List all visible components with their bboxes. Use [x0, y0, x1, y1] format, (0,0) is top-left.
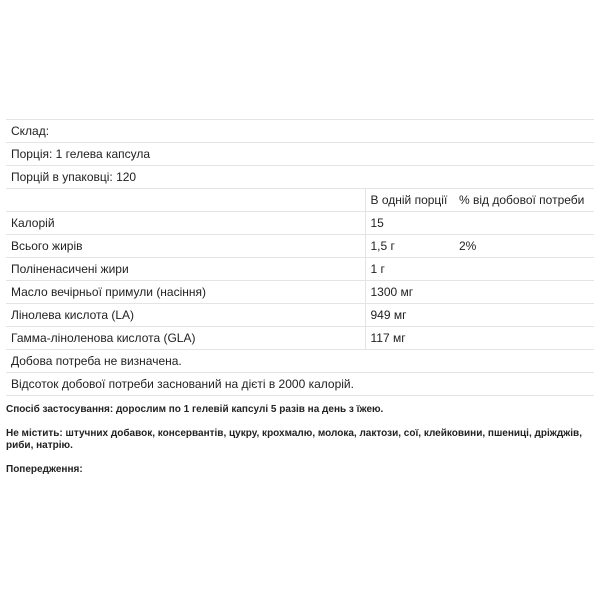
nutrient-amount: 117 мг [365, 327, 454, 350]
nutrient-amount: 15 [365, 212, 454, 235]
table-row [6, 304, 594, 327]
free-of-list: Не містить: штучних добавок, консервантів, цукру, крохмалю, молока, лактози, сої, клейковини, пшениці, дріжджів, риби, натрію. [6, 428, 582, 451]
nutrient-name: Калорій [6, 212, 365, 235]
table-row [6, 235, 594, 258]
daily-value-basis-note: Відсоток добової потреби заснований на дієті в 2000 калорій. [6, 373, 594, 396]
nutrient-amount: 1300 мг [365, 281, 454, 304]
composition-row [6, 120, 594, 143]
nutrient-daily-value [454, 304, 594, 327]
nutrient-daily-value [454, 258, 594, 281]
nutrient-name: Гамма-ліноленова кислота (GLA) [6, 327, 365, 350]
composition-label: Склад: [6, 120, 594, 143]
column-header-daily-value: % від добової потреби [454, 189, 594, 212]
daily-value-not-established-note: Добова потреба не визначена. [6, 350, 594, 373]
nutrient-amount: 949 мг [365, 304, 454, 327]
table-row [6, 258, 594, 281]
usage-instructions: Спосіб застосування: дорослим по 1 гелевій капсулі 5 разів на день з їжею. [6, 404, 384, 415]
table-row [6, 281, 594, 304]
nutrient-name: Масло вечірньої примули (насіння) [6, 281, 365, 304]
daily-value-basis-row [6, 373, 594, 396]
column-header-empty [6, 189, 365, 212]
table-row [6, 327, 594, 350]
serving-size-row [6, 143, 594, 166]
nutrient-daily-value [454, 281, 594, 304]
supplement-facts-table [6, 119, 594, 396]
serving-size-label: Порція: 1 гелева капсула [6, 143, 594, 166]
nutrient-daily-value [454, 327, 594, 350]
nutrient-daily-value: 2% [454, 235, 594, 258]
nutrient-amount: 1 г [365, 258, 454, 281]
nutrient-name: Поліненасичені жири [6, 258, 365, 281]
nutrient-amount: 1,5 г [365, 235, 454, 258]
nutrient-name: Лінолева кислота (LA) [6, 304, 365, 327]
servings-per-container-row [6, 166, 594, 189]
product-notes [6, 404, 594, 476]
warnings-heading: Попередження: [6, 464, 83, 475]
daily-value-not-established-row [6, 350, 594, 373]
servings-per-container-label: Порцій в упаковці: 120 [6, 166, 594, 189]
nutrient-name: Всього жирів [6, 235, 365, 258]
column-header-per-serving: В одній порції [365, 189, 454, 212]
table-row [6, 212, 594, 235]
supplement-facts-panel [6, 119, 594, 488]
nutrient-daily-value [454, 212, 594, 235]
column-header-row [6, 189, 594, 212]
